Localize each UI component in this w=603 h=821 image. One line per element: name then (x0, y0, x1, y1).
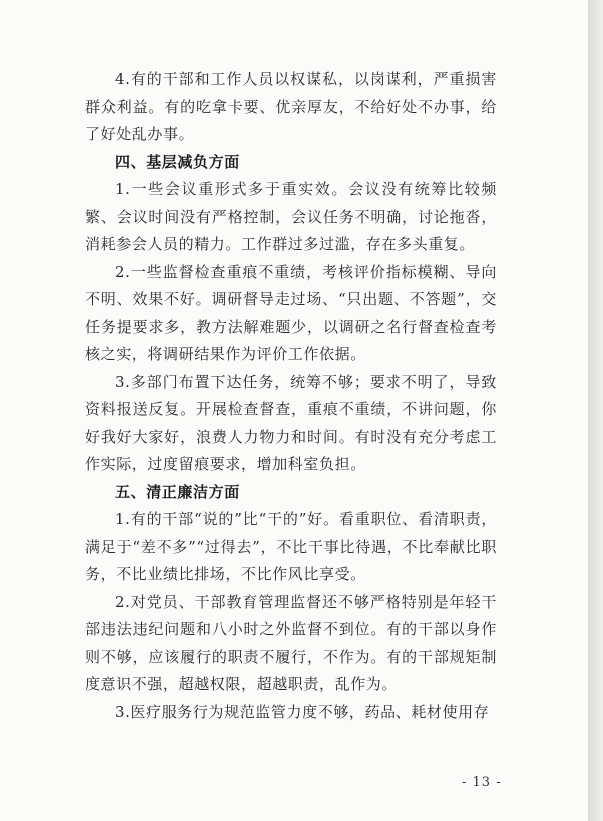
page-edge (588, 0, 603, 821)
paragraph-abuse-of-power: 4.有的干部和工作人员以权谋私，以岗谋利，严重损害群众利益。有的吃拿卡要、优亲厚友，不给好处不办事，给了好处乱办事。 (85, 70, 497, 143)
paragraph-cadre-attitude: 1.有的干部“说的”比“干的”好。看重职位、看清职责，满足于“差不多”“过得去”，不比干事比待遇，不比奉献比职务，不比业绩比排场，不比作风比享受。 (85, 510, 497, 583)
section-heading-grassroots-burden: 四、基层减负方面 (115, 152, 240, 171)
paragraph-medical-services: 3.医疗服务行为规范监管力度不够，药品、耗材使用存 (115, 702, 490, 721)
paragraph-tasks: 3.多部门布置下达任务，统筹不够；要求不明了，导致资料报送反复。开展检查督查，重痕不重绩，不讲问题，你好我好大家好，浪费人力物力和时间。有时没有充分考虑工作实际，过度留痕要求，增加科室负担。 (85, 372, 497, 473)
paragraph-meetings: 1.一些会议重形式多于重实效。会议没有统筹比较频繁、会议时间没有严格控制，会议任务不明确，讨论拖沓，消耗参会人员的精力。工作群过多过滥，存在多头重复。 (85, 180, 497, 253)
paragraph-education-supervision: 2.对党员、干部教育管理监督还不够严格特别是年轻干部违法违纪问题和八小时之外监督不到位。有的干部以身作则不够，应该履行的职责不履行，不作为。有的干部规矩制度意识不强，超越权限，超越职责，乱作为。 (85, 592, 497, 693)
paragraph-supervision: 2.一些监督检查重痕不重绩，考核评价指标模糊、导向不明、效果不好。调研督导走过场、“只出题、不答题”，交任务提要求多，教方法解难题少，以调研之名行督查检查考核之实，将调研结果作为评价工作依据。 (85, 262, 497, 363)
page-number: - 13 - (462, 775, 502, 790)
document-body (85, 66, 497, 726)
section-heading-integrity: 五、清正廉洁方面 (115, 482, 240, 501)
